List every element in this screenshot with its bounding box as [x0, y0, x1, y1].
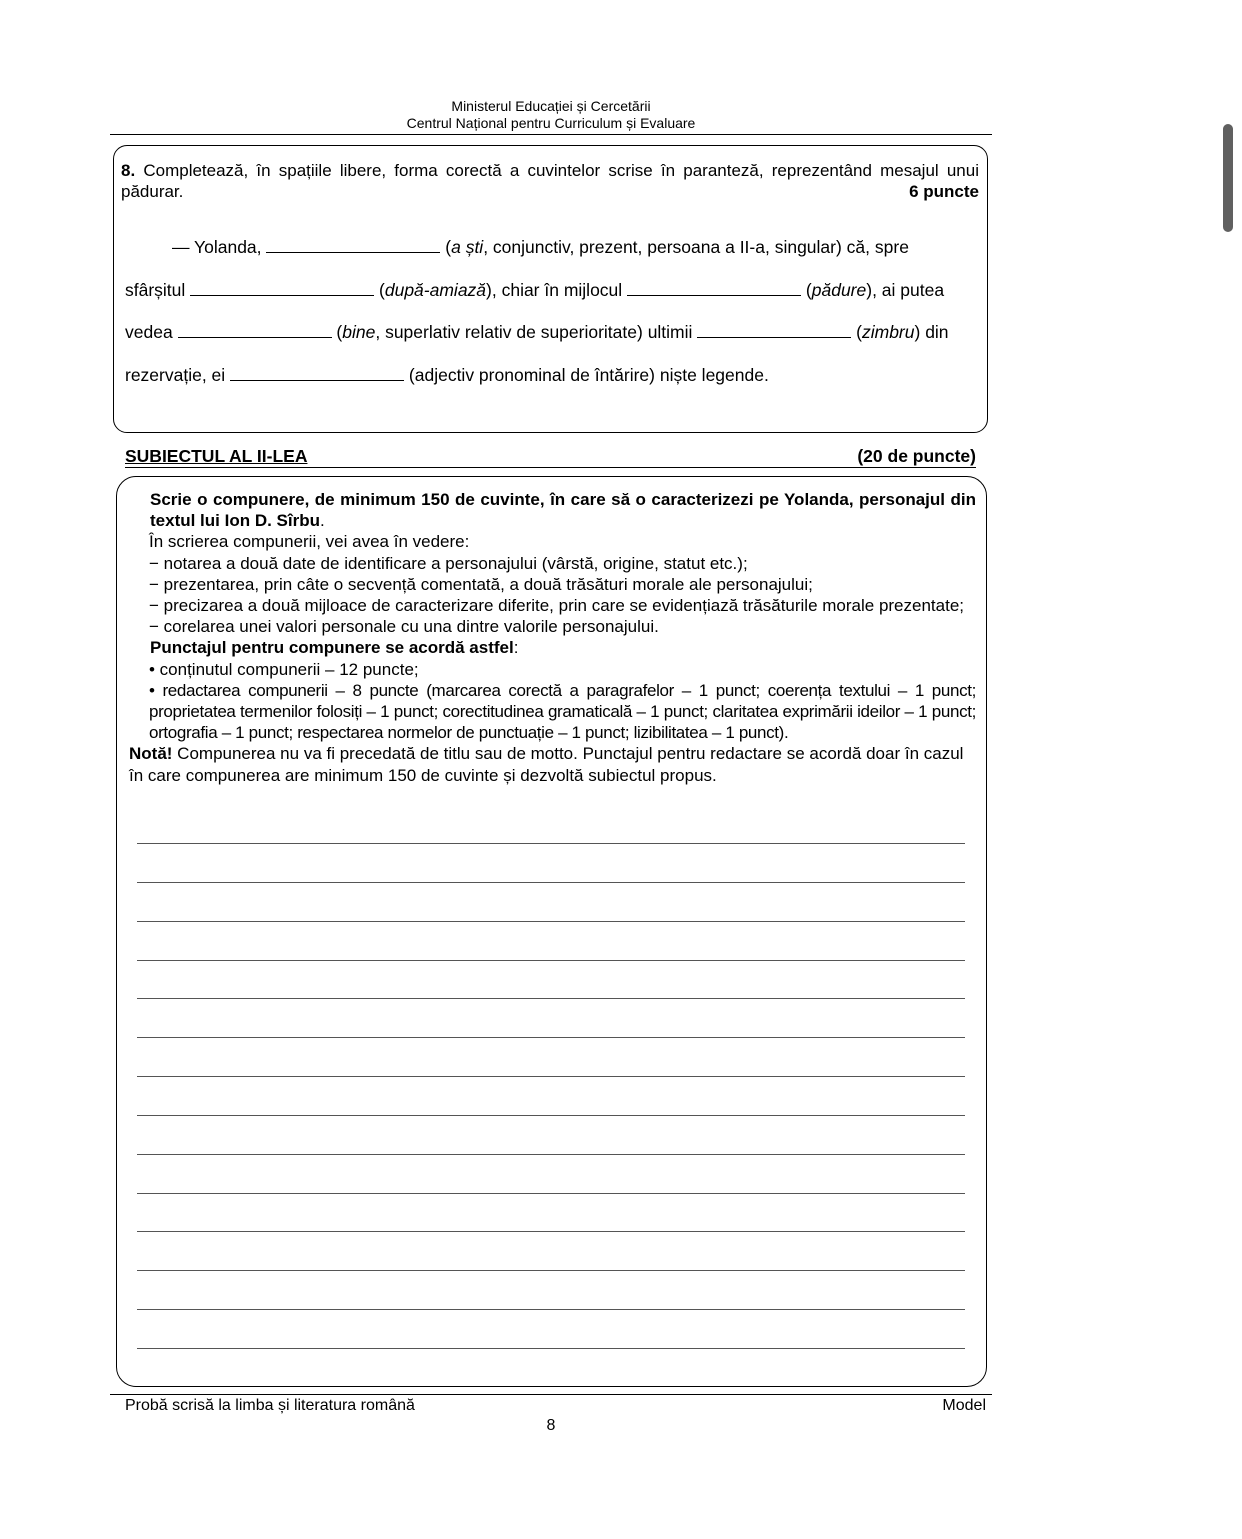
blank-field[interactable]	[627, 281, 801, 296]
writing-line[interactable]	[137, 998, 965, 999]
question-8-text: Completează, în spațiile libere, forma corectă a cuvintelor scrise în paranteză, reprezentând mesajul unui pădurar.	[121, 161, 979, 201]
blank-field[interactable]	[697, 323, 851, 338]
scoring-bullet: • redactarea compunerii – 8 puncte (marcarea corectă a paragrafelor – 1 punct; coerența textului – 1 punct; proprietatea termenilor folosiți – 1 punct; corectitudinea gramaticală – 1 punct; claritatea exprimării ideilor – 1 punct; ortografia – 1 punct; respectarea normelor de punctuație – 1 punct; lizibilitatea – 1 punct).	[149, 680, 976, 743]
subject-2-title: SUBIECTUL AL II-LEA	[125, 446, 308, 466]
writing-line[interactable]	[137, 1231, 965, 1232]
blank-field[interactable]	[266, 238, 440, 253]
fill-line-4: rezervație, ei (adjectiv pronominal de întărire) niște legende.	[125, 365, 769, 385]
writing-line[interactable]	[137, 1348, 965, 1349]
document-header	[110, 98, 992, 132]
scoring-bullet: • conținutul compunerii – 12 puncte;	[149, 659, 419, 679]
writing-line[interactable]	[137, 1309, 965, 1310]
header-ministry: Ministerul Educației și Cercetării	[451, 98, 651, 114]
fill-line-2: sfârșitul (după-amiază), chiar în mijlocul (pădure), ai putea	[125, 280, 945, 300]
question-number: 8.	[121, 161, 136, 180]
task-intro: Scrie o compunere, de minimum 150 de cuvinte, în care să o caracterizezi pe Yolanda, personajul din textul lui Ion D. Sîrbu.	[150, 490, 976, 531]
subject-2-underline	[125, 467, 976, 468]
question-8-instruction	[121, 160, 979, 202]
task-item: − precizarea a două mijloace de caracterizare diferite, prin care se evidențiază trăsăturile morale prezentate;	[149, 596, 965, 616]
task-note: Notă! Compunerea nu va fi precedată de titlu sau de motto. Punctajul pentru redactare se acordă doar în cazul în care compunerea are minimum 150 de cuvinte și dezvoltă subiectul propus.	[129, 744, 964, 785]
header-divider	[110, 134, 992, 135]
writing-line[interactable]	[137, 1076, 965, 1077]
header-center: Centrul Național pentru Curriculum și Evaluare	[406, 115, 696, 131]
vertical-scrollbar-thumb[interactable]	[1223, 124, 1233, 232]
subject-2-points: (20 de puncte)	[857, 446, 976, 466]
task-considerations: În scrierea compunerii, vei avea în vedere:	[149, 532, 470, 552]
footer-model-label: Model	[942, 1397, 986, 1414]
footer-divider	[110, 1394, 992, 1395]
task-item: − corelarea unei valori personale cu una dintre valorile personajului.	[149, 617, 659, 637]
writing-line[interactable]	[137, 843, 965, 844]
question-8-points: 6 puncte	[909, 182, 979, 201]
writing-line[interactable]	[137, 1193, 965, 1194]
writing-line[interactable]	[137, 1154, 965, 1155]
writing-line[interactable]	[137, 960, 965, 961]
fill-line-1: — Yolanda, (a ști, conjunctiv, prezent, persoana a II-a, singular) că, spre	[172, 237, 909, 257]
writing-line[interactable]	[137, 1115, 965, 1116]
writing-line[interactable]	[137, 921, 965, 922]
blank-field[interactable]	[190, 281, 374, 296]
task-item: − prezentarea, prin câte o secvență comentată, a două trăsături morale ale personajului;	[149, 574, 813, 594]
page-number: 8	[546, 1417, 556, 1434]
essay-task	[125, 489, 976, 786]
footer-exam-name: Probă scrisă la limba și literatura română	[125, 1397, 415, 1414]
writing-line[interactable]	[137, 1037, 965, 1038]
writing-line[interactable]	[137, 882, 965, 883]
blank-field[interactable]	[178, 323, 332, 338]
blank-field[interactable]	[230, 366, 404, 381]
writing-line[interactable]	[137, 1270, 965, 1271]
scoring-heading: Punctajul pentru compunere se acordă astfel:	[150, 638, 519, 658]
fill-line-3: vedea (bine, superlativ relativ de superioritate) ultimii (zimbru) din	[125, 322, 949, 342]
subject-2-heading	[125, 446, 976, 467]
task-item: − notarea a două date de identificare a personajului (vârstă, origine, statut etc.);	[149, 553, 748, 573]
